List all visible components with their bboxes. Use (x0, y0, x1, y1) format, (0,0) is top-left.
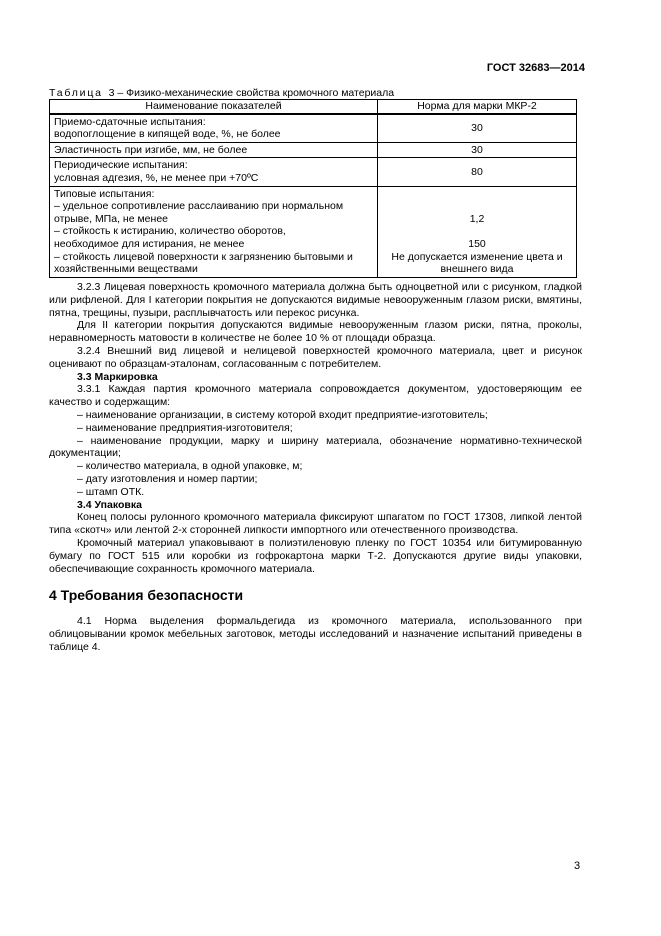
table-cell-value (378, 186, 577, 277)
table-cell-name (50, 158, 378, 186)
row-value-line: Не допускается изменение цвета и (391, 250, 563, 263)
table-cell-name (50, 142, 378, 158)
row-value-line (382, 188, 572, 201)
row-value-line: 30 (471, 143, 483, 156)
row-name-line: – стойкость к истиранию, количество оборотов, (54, 225, 286, 238)
list-item: – наименование предприятия-изготовителя; (77, 421, 293, 434)
row-name-line: Периодические испытания: (54, 159, 188, 172)
row-value-line: 30 (471, 121, 483, 134)
row-name-line: хозяйственными веществами (54, 263, 198, 276)
list-item: – наименование продукции, марку и ширину материала, обозначение нормативно-технической документации; (49, 434, 582, 460)
paragraph-3-4-b: Кромочный материал упаковывают в полиэтиленовую пленку по ГОСТ 10354 или битумированную бумагу по ГОСТ 515 или коробки из гофрокартона марки Т-2. Допускаются другие виды упаковки, обеспечивающие сохранность кромочного материала. (49, 536, 582, 575)
page-number: 3 (574, 860, 581, 872)
table-header-row (50, 100, 577, 114)
list-item: – штамп ОТК. (77, 485, 145, 498)
table-row (50, 186, 577, 277)
row-value-line: внешнего вида (440, 263, 514, 276)
paragraph-3-2-3-cont: Для II категории покрытия допускаются видимые невооруженным глазом риски, пятна, проколы, неравномерность матовости в количестве не более 10 % от площади образца. (49, 319, 582, 345)
table-caption-title: – Физико-механические свойства кромочного материала (114, 87, 395, 99)
table-cell-name (50, 114, 378, 143)
table-caption-prefix: Таблица (49, 87, 103, 99)
section-heading-4: 4 Требования безопасности (49, 587, 244, 604)
row-name-line: – удельное сопротивление расслаиванию при нормальном (54, 200, 344, 213)
standard-code: ГОСТ 32683—2014 (486, 62, 585, 74)
list-item: – количество материала, в одной упаковке, м; (77, 460, 303, 473)
section-heading-3-3: 3.3 Маркировка (77, 370, 158, 383)
paragraph-3-3-1: 3.3.1 Каждая партия кромочного материала сопровождается документом, удостоверяющим ее качество и содержащим: (49, 383, 582, 409)
table-cell-value (378, 114, 577, 143)
row-name-line: Приемо-сдаточные испытания: (54, 115, 206, 128)
list-item: – дату изготовления и номер партии; (77, 472, 258, 485)
row-value-line: 80 (471, 165, 483, 178)
row-name-line: Эластичность при изгибе, мм, не более (54, 143, 248, 156)
row-value-line (382, 200, 572, 213)
table-caption (49, 87, 394, 99)
section-heading-3-4: 3.4 Упаковка (77, 498, 142, 511)
table-caption-number: 3 (108, 87, 115, 99)
row-name-line: условная адгезия, %, не менее при +70ºС (54, 171, 259, 184)
row-value-line: 1,2 (469, 212, 485, 225)
table-cell-value (378, 158, 577, 186)
column-header-name: Наименование показателей (50, 100, 378, 114)
column-header-value: Норма для марки МКР-2 (378, 100, 577, 114)
row-value-line (382, 225, 572, 238)
document-body (49, 281, 582, 654)
table-row (50, 114, 577, 143)
row-name-line: необходимое для истирания, не менее (54, 237, 245, 250)
paragraph-4-1: 4.1 Норма выделения формальдегида из кромочного материала, использованного при облицовывании кромок мебельных заготовок, методы исследований и назначение испытаний приведены в таблице 4. (49, 615, 582, 653)
row-name-line: водопоглощение в кипящей воде, %, не более (54, 128, 281, 141)
table-row (50, 158, 577, 186)
paragraph-3-2-4: 3.2.4 Внешний вид лицевой и нелицевой поверхностей кромочного материала, цвет и рисунок оценивают по образцам-эталонам, согласованным с потребителем. (49, 344, 582, 370)
row-name-line: – стойкость лицевой поверхности к загрязнению бытовыми и (54, 250, 353, 263)
table-cell-name (50, 186, 378, 277)
paragraph-3-2-3: 3.2.3 Лицевая поверхность кромочного материала должна быть одноцветной или с рисунком, гладкой или рифленой. Для I категории покрытия не допускаются видимые невооруженным глазом риски, вмятины, пятна, трещины, пузыри, расплывчатость или перекос рисунка. (49, 281, 582, 319)
paragraph-3-4-a: Конец полосы рулонного кромочного материала фиксируют шпагатом по ГОСТ 17308, липкой лентой типа «скотч» или лентой 2-х сторонней липкости импортного или отечественного производства. (49, 511, 582, 537)
list-item: – наименование организации, в систему которой входит предприятие-изготовитель; (77, 408, 488, 421)
row-value-line: 150 (468, 237, 486, 250)
properties-table (49, 99, 577, 278)
row-name-line: Типовые испытания: (54, 187, 155, 200)
row-name-line: отрыве, МПа, не менее (54, 212, 168, 225)
table-cell-value (378, 142, 577, 158)
table-row (50, 142, 577, 158)
